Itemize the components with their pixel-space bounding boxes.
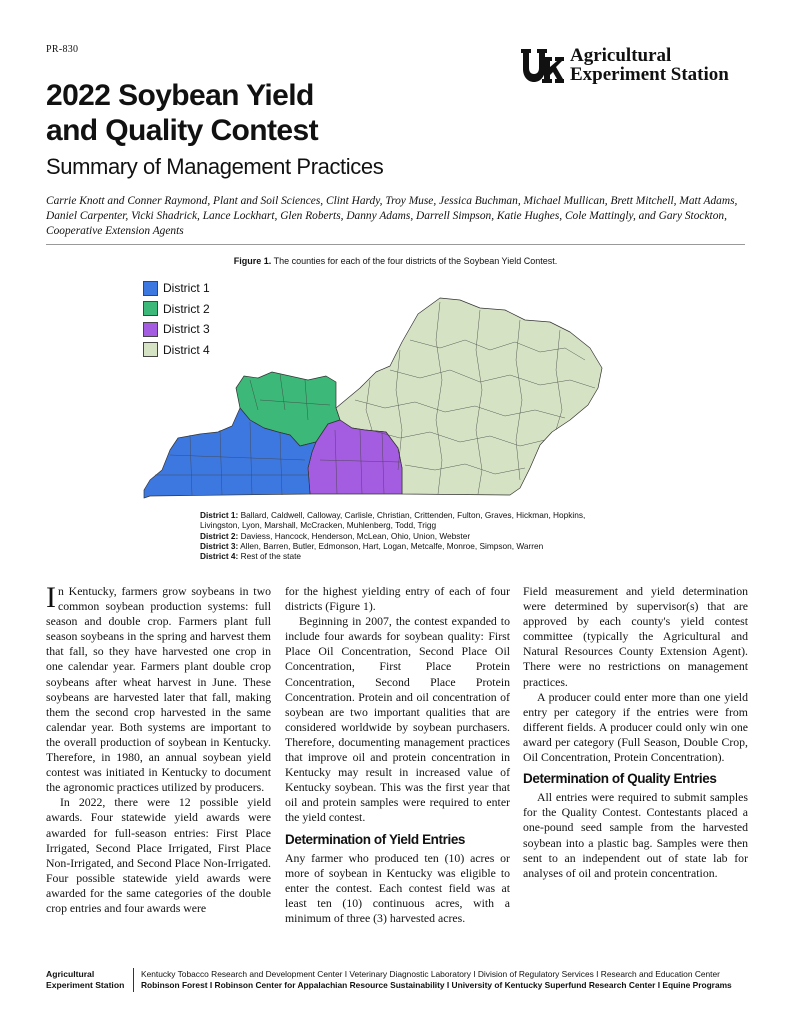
- district-text: Allen, Barren, Butler, Edmonson, Hart, Logan, Metcalfe, Monroe, Simpson, Warren: [238, 540, 544, 551]
- text-column-2: [285, 584, 510, 926]
- footer-units-line: Kentucky Tobacco Research and Development Center I Veterinary Diagnostic Laboratory I Division of Regulatory Services I Research and Education Center: [141, 969, 720, 979]
- footer-org-line: Agricultural: [46, 969, 95, 979]
- drop-cap: I: [46, 581, 56, 614]
- map-legend: [143, 278, 210, 360]
- page-title: [46, 78, 318, 148]
- legend-label: District 2: [163, 301, 210, 316]
- author-list: Carrie Knott and Conner Raymond, Plant and Soil Sciences, Clint Hardy, Troy Muse, Jessica Buchman, Michael Mullican, Brett Mitchell, Matt Adams, Daniel Carpenter, Vicki Shadrick, Lance Lockhart, Glen Roberts, Danny Adams, Darrell Simpson, Katie Hughes, Cole Mattingly, and Gary Stockton, Cooperative Extension Agents: [46, 195, 738, 237]
- legend-item-district-3: [143, 319, 210, 340]
- footer-divider: [133, 968, 134, 992]
- logo-line-1: Agricultural: [570, 45, 672, 66]
- logo-line-2: Experiment Station: [570, 64, 729, 85]
- paragraph: In 2022, there were 12 possible yield awards. Four statewide yield awards were awarded for full-season entries: First Place Irrigated, Second Place Irrigated, First Place Non-Irrigated, and Second Place Non-Irrigated. Four possible statewide yield awards were awarded for the same categories of the double crop entries and four awards were: [46, 795, 271, 915]
- uk-aes-logo: [520, 46, 750, 86]
- figure-label: Figure 1.: [233, 256, 272, 266]
- district-label: District 3:: [200, 540, 239, 551]
- uk-logo-icon: [520, 48, 564, 84]
- district-text: Ballard, Caldwell, Calloway, Carlisle, Christian, Crittenden, Fulton, Graves, Hickman, Hopkins, Livingston, Lyon, Marshall, McCracken, Muhlenberg, Todd, Trigg: [200, 510, 586, 531]
- district-1-counties: [200, 510, 620, 531]
- legend-label: District 3: [163, 322, 210, 337]
- page-subtitle: Summary of Management Practices: [46, 154, 384, 179]
- paragraph: [46, 581, 271, 795]
- district-2-counties: [200, 531, 620, 541]
- header-divider: [46, 244, 745, 245]
- legend-label: District 1: [163, 281, 210, 296]
- paragraph-text: n Kentucky, farmers grow soybeans in two common soybean production systems: full season and double crop. Farmers plant full season soybeans in the spring and harvest them that fall, so they have harvested one crop in one calendar year. Farmers plant double crop soybeans after wheat harvest in June. These soybeans are harvested later that fall, making them the second crop harvested in the same calendar year. Both systems are important to the overall production of soybean in Kentucky. Therefore, in 1980, an annual soybean yield contest was initiated in Kentucky to document the agronomic practices utilized by producers.: [46, 584, 271, 795]
- district-county-list: [200, 510, 620, 561]
- district-label: District 1:: [200, 510, 239, 520]
- district-text: Rest of the state: [238, 551, 302, 562]
- district-label: District 2:: [200, 530, 239, 541]
- text-column-1: [46, 581, 271, 916]
- legend-swatch: [143, 342, 158, 357]
- legend-swatch: [143, 322, 158, 337]
- footer-org-line: Experiment Station: [46, 980, 125, 990]
- paragraph: Beginning in 2007, the contest expanded to include four awards for soybean quality: First Place Oil Concentration, Second Place Oil Concentration, First Place Protein Concentration, Second Place Protein Concentration. Protein and oil concentration of soybean are two important qualities that are considered worldwide by soybean purchasers. Therefore, documenting management practices that improve oil and protein concentration in Kentucky may result in increased value of Kentucky soybean. This was the first year that oil and protein samples were required to enter the yield contest.: [285, 614, 510, 825]
- figure-caption: [0, 256, 791, 266]
- legend-item-district-1: [143, 278, 210, 299]
- legend-item-district-4: [143, 340, 210, 361]
- legend-swatch: [143, 281, 158, 296]
- paragraph: Field measurement and yield determination were determined by supervisor(s) that are approved by each county's yield contest committee (typically the Agricultural and Natural Resources County Extension Agent). There were no restrictions on management practices.: [523, 584, 748, 689]
- paragraph: for the highest yielding entry of each of four districts (Figure 1).: [285, 584, 510, 614]
- legend-item-district-2: [143, 299, 210, 320]
- legend-label: District 4: [163, 342, 210, 357]
- footer-units-line: Robinson Forest I Robinson Center for Appalachian Resource Sustainability I University of Kentucky Superfund Research Center I Equine Programs: [141, 980, 732, 990]
- district-label: District 4:: [200, 551, 239, 562]
- footer-units: [141, 969, 732, 991]
- section-heading: Determination of Yield Entries: [285, 831, 466, 847]
- figure-caption-text: The counties for each of the four districts of the Soybean Yield Contest.: [271, 256, 558, 266]
- paragraph: Any farmer who produced ten (10) acres or more of soybean in Kentucky was eligible to enter the contest. Each contest field was at least ten (10) continuous acres, with a minimum of three (3) harvested acres.: [285, 850, 510, 925]
- title-line-1: 2022 Soybean Yield: [46, 79, 314, 112]
- paragraph: A producer could enter more than one yield entry per category if the entries were from different fields. A producer could only win one award per category (Full Season, Double Crop, Oil Concentration, Protein Concentration).: [523, 689, 748, 765]
- footer-organization: [46, 969, 124, 991]
- paragraph: All entries were required to submit samples for the Quality Contest. Contestants placed a one-pound seed sample from the harvested soybean into a plastic bag. Samples were then sent to an independent out of state lab for analyses of oil and protein concentration.: [523, 790, 748, 880]
- text-column-3: [523, 584, 748, 881]
- publication-number: PR-830: [46, 44, 79, 55]
- title-line-2: and Quality Contest: [46, 114, 318, 147]
- kentucky-district-map: [140, 270, 610, 505]
- legend-swatch: [143, 301, 158, 316]
- district-3-counties: [200, 541, 620, 551]
- section-heading: Determination of Quality Entries: [523, 771, 717, 787]
- district-4-counties: [200, 551, 620, 561]
- district-text: Daviess, Hancock, Henderson, McLean, Ohio, Union, Webster: [238, 530, 471, 541]
